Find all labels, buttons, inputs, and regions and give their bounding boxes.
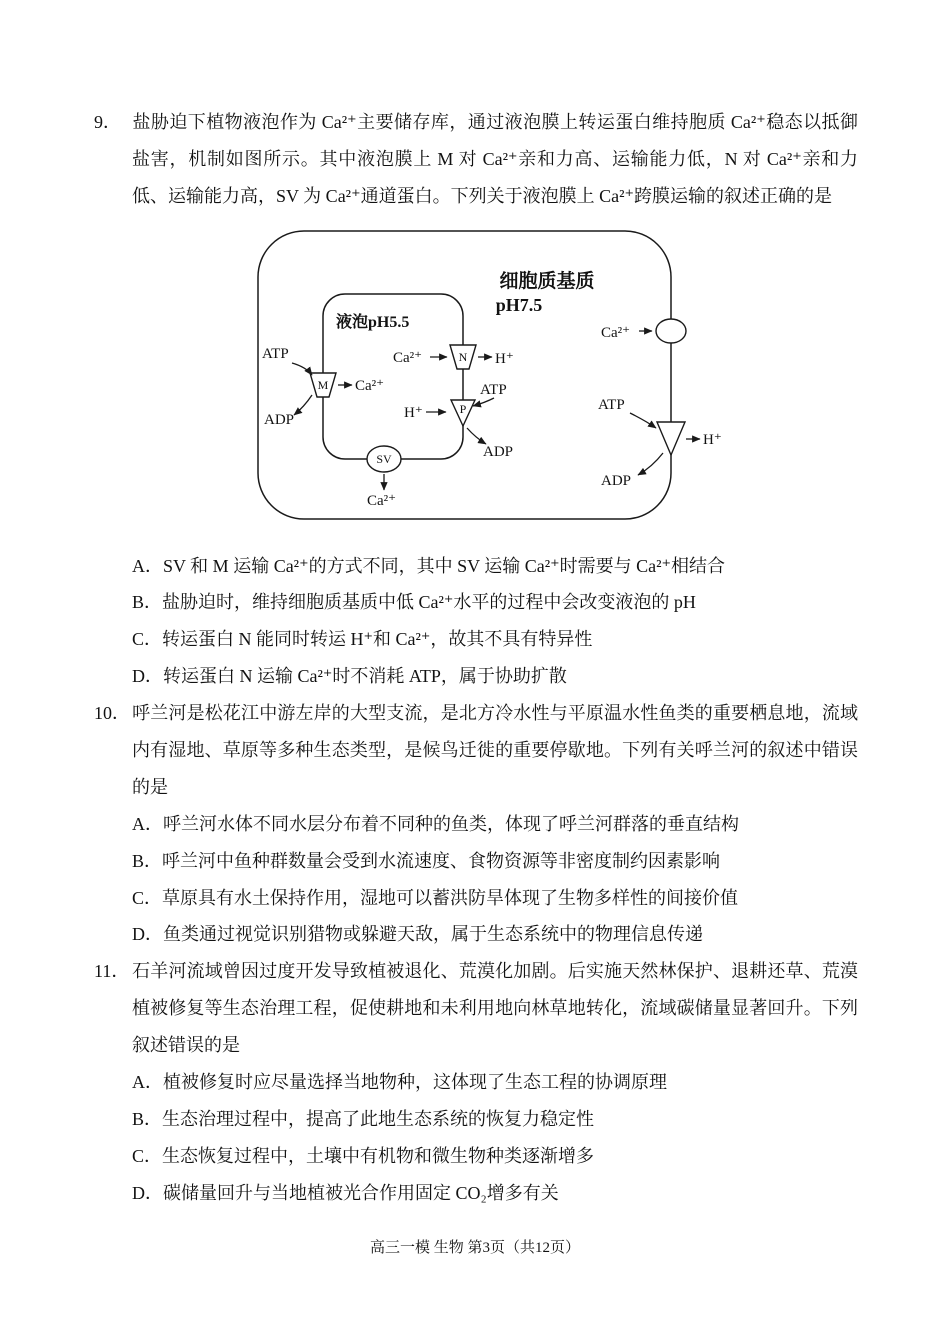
- adp-label-pm: ADP: [601, 472, 632, 489]
- ca-label-sv: Ca²⁺: [367, 492, 397, 509]
- question-9-number: 9．: [94, 112, 121, 132]
- p-to-adp-arrow: [467, 428, 486, 444]
- h-label-n: H⁺: [495, 350, 514, 367]
- atp-label-p: ATP: [480, 381, 507, 398]
- question-11-number: 11．: [94, 961, 130, 982]
- question-11-option-b: B．生态治理过程中，提高了此地生态系统的恢复力稳定性: [132, 1108, 595, 1129]
- atp-label-pm: ATP: [598, 396, 625, 413]
- pm-carrier-icon: [656, 319, 686, 343]
- atp-to-pump-arrow: [630, 413, 656, 428]
- ca-label-n: Ca²⁺: [393, 349, 423, 366]
- vacuole-label: 液泡pH5.5: [336, 313, 410, 331]
- question-10-stem-text: 呼兰河是松花江中游左岸的大型支流，是北方冷水性与平原温水性鱼类的重要栖息地，流域内有湿地、草原等多种生态类型，是候鸟迁徙的重要停歇地。下列有关呼兰河的叙述中错误的是: [132, 703, 858, 797]
- atp-label-m: ATP: [262, 345, 289, 362]
- pm-pump-icon: [657, 422, 685, 455]
- pump-p-label: P: [459, 401, 467, 416]
- atp-to-m-arrow: [292, 363, 312, 375]
- question-10-option-b: B．呼兰河中鱼种群数量会受到水流速度、食物资源等非密度制约因素影响: [132, 850, 721, 871]
- adp-label-m: ADP: [264, 411, 295, 428]
- ca-label-pm: Ca²⁺: [601, 324, 631, 341]
- question-11-stem: [94, 953, 858, 1064]
- cytoplasm-label: 细胞质基质: [499, 270, 595, 292]
- channel-sv-label: SV: [376, 451, 392, 466]
- question-11-option-c: C．生态恢复过程中，土壤中有机物和微生物种类逐渐增多: [132, 1145, 595, 1166]
- h-label-pm: H⁺: [703, 431, 722, 448]
- q9-diagram: [252, 227, 734, 527]
- question-11: [94, 953, 858, 1211]
- question-9-option-b: B．盐胁迫时，维持细胞质基质中低 Ca²⁺水平的过程中会改变液泡的 pH: [132, 592, 696, 613]
- transporter-m-label: M: [317, 377, 329, 392]
- m-to-adp-arrow: [294, 395, 312, 415]
- adp-label-p: ADP: [483, 443, 514, 460]
- question-9-stem-text: 盐胁迫下植物液泡作为 Ca²⁺主要储存库，通过液泡膜上转运蛋白维持胞质 Ca²⁺稳态以抵御盐害，机制如图所示。其中液泡膜上 M 对 Ca²⁺亲和力高、运输能力低，N 对 Ca²⁺亲和力低、运输能力高，SV 为 Ca²⁺通道蛋白。下列关于液泡膜上 Ca²⁺跨膜运输的叙述正确的是: [132, 112, 858, 206]
- cytoplasm-ph-label: pH7.5: [495, 294, 543, 315]
- h-label-p: H⁺: [404, 404, 423, 421]
- question-11-option-d: D．碳储量回升与当地植被光合作用固定 CO₂增多有关: [132, 1182, 559, 1203]
- question-10-number: 10．: [94, 703, 130, 724]
- question-9-option-a: A．SV 和 M 运输 Ca²⁺的方式不同，其中 SV 运输 Ca²⁺时需要与 Ca²⁺相结合: [132, 555, 726, 576]
- pump-to-adp-arrow: [638, 453, 663, 475]
- question-11-stem-text: 石羊河流域曾因过度开发导致植被退化、荒漠化加剧。后实施天然林保护、退耕还草、荒漠植被修复等生态治理工程，促使耕地和未利用地向林草地转化，流域碳储量显著回升。下列叙述错误的是: [132, 961, 858, 1056]
- q9-figure: [252, 227, 734, 540]
- question-11-option-a: A．植被修复时应尽量选择当地物种，这体现了生态工程的协调原理: [132, 1072, 667, 1093]
- transporter-n-label: N: [458, 349, 468, 364]
- atp-to-p-arrow: [473, 398, 494, 406]
- question-10: [94, 695, 858, 953]
- ca-label-m: Ca²⁺: [355, 377, 385, 394]
- question-10-option-d: D．鱼类通过视觉识别猎物或躲避天敌，属于生态系统中的物理信息传递: [132, 924, 703, 945]
- question-9-option-c: C．转运蛋白 N 能同时转运 H⁺和 Ca²⁺，故其不具有特异性: [132, 629, 593, 650]
- page-footer: 高三一模 生物 第3页（共12页）: [369, 1240, 580, 1256]
- question-10-option-c: C．草原具有水土保持作用，湿地可以蓄洪防旱体现了生物多样性的间接价值: [132, 887, 739, 908]
- question-9-option-d: D．转运蛋白 N 运输 Ca²⁺时不消耗 ATP，属于协助扩散: [132, 666, 567, 687]
- question-9-stem: [94, 104, 858, 215]
- question-10-stem: [94, 695, 858, 806]
- question-9: [94, 104, 858, 695]
- question-10-option-a: A．呼兰河水体不同水层分布着不同种的鱼类，体现了呼兰河群落的垂直结构: [132, 813, 739, 834]
